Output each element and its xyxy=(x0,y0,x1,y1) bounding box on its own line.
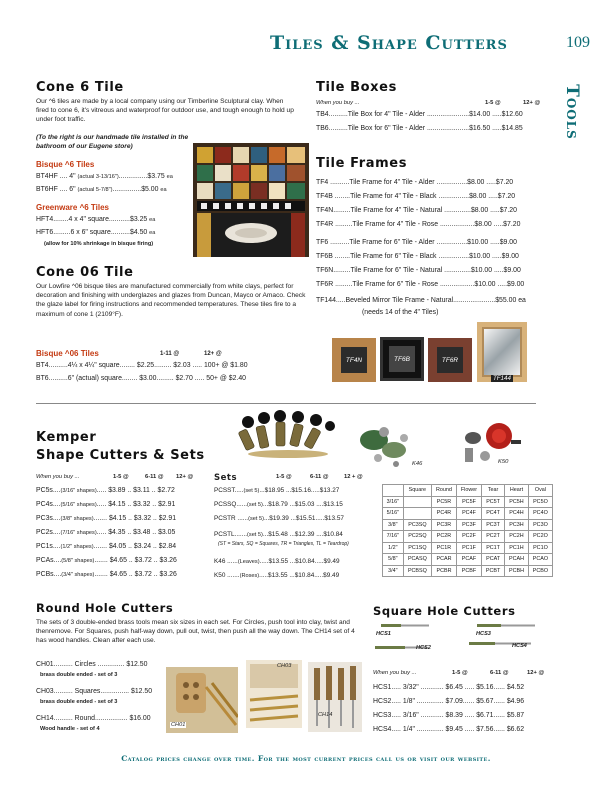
shape-cutters-photo xyxy=(232,410,344,460)
kemper-col2: 6-11 @ xyxy=(145,474,164,480)
grid-cell: PCBH xyxy=(505,565,529,577)
tile-frame-row: TF4N.........Tile Frame for 4" Tile - Natural ..............$8.00 .....$7.20 xyxy=(316,207,517,214)
k46-label: K46 xyxy=(412,461,423,467)
grid-row xyxy=(383,531,553,543)
cone06-description: Our Lowfire ^06 bisque tiles are manufactured commercially from white clays, perfect for decoration and finishing with underglazes and glazes from Duncan, Mayco or Amaco. Check the glaze label for firing instructions and recommended temperatures. These tiles fire to a maximum of cone 1 (2109°F). xyxy=(36,283,306,318)
sets-note: (ST = Stars, SQ = Squares, TR = Triangles, TL = Teardrop) xyxy=(218,541,349,547)
round-hole-title: Round Hole Cutters xyxy=(36,601,174,615)
ch03-photo xyxy=(246,660,302,728)
grid-cell: Tear xyxy=(482,485,505,497)
grid-header-row xyxy=(383,485,553,497)
grid-cell: 5/8" xyxy=(383,554,404,566)
ch14-label: CH14 xyxy=(318,712,333,718)
kemper-title: Kemper xyxy=(36,430,97,445)
grid-cell: PC5R xyxy=(432,496,457,508)
square-hole-tools-photo xyxy=(373,620,553,656)
round-hole-row: CH01.......... Circles .............. $12.50 xyxy=(36,661,148,668)
hcs1-label: HCS1 xyxy=(376,631,391,637)
round-hole-row-note: brass double ended - set of 3 xyxy=(40,672,118,678)
grid-row xyxy=(383,542,553,554)
page-number: 109 xyxy=(566,34,590,51)
grid-cell: PCAH xyxy=(505,554,529,566)
cone6-description: Our ^6 tiles are made by a local company using our Timberline Sculptural clay. When fired to cone 6, it's vitreous and waterproof for outdoor use, and tough enough to hold up under foot traffic. xyxy=(36,98,294,124)
shape-cutter-grid xyxy=(382,484,553,577)
grid-cell: 3/8" xyxy=(383,519,404,531)
square-hole-col1: 1-5 @ xyxy=(452,670,468,676)
sets-row: PCSST.....(set 5)...$18.95 ...$15.16.....$13.27 xyxy=(214,487,340,494)
sets-col2: 6-11 @ xyxy=(310,474,329,480)
sets-col1: 1-5 @ xyxy=(276,474,292,480)
tile-boxes-col2: 12+ @ xyxy=(523,100,541,106)
kemper-row: PC4s....(5/16" shapes)..... $4.15 .. $3.32 .. $2.91 xyxy=(36,501,176,508)
grid-cell: PC1H xyxy=(505,542,529,554)
grid-cell: PCAO xyxy=(528,554,552,566)
grid-cell: PCBF xyxy=(456,565,481,577)
rose-cutters-photo xyxy=(455,418,527,466)
grid-cell: PC2F xyxy=(456,531,481,543)
bisque06-col1: 1-11 @ xyxy=(160,351,180,357)
cone06-title: Cone 06 Tile xyxy=(36,265,134,280)
grid-cell: PCAF xyxy=(456,554,481,566)
ch01-label: CH01 xyxy=(171,722,186,728)
grid-row xyxy=(383,508,553,520)
tile-frame-mirror-note: (needs 14 of the 4" Tiles) xyxy=(362,309,439,316)
grid-cell: PC3F xyxy=(456,519,481,531)
kemper-row: PCAs....(5/8" shapes)....... $4.65 .. $3.72 .. $3.26 xyxy=(36,557,177,564)
grid-cell: PC3H xyxy=(505,519,529,531)
hcs2-label: HCS2 xyxy=(416,645,431,651)
kemper-row: PC3s....(3/8" shapes)....... $4.15 .. $3.32 .. $2.91 xyxy=(36,515,177,522)
k50-label: K50 xyxy=(498,459,509,465)
kemper-col3: 12+ @ xyxy=(176,474,194,480)
square-hole-row: HCS3..... 3/16" ............ $8.39 ..... $6.71...... $5.87 xyxy=(373,712,525,719)
leaf-cutters-photo xyxy=(356,420,423,468)
grid-cell: PC1SQ xyxy=(403,542,431,554)
sets-row: PCSTR ......(set 5)...$19.39 ...$15.51.....$13.57 xyxy=(214,515,344,522)
tile-frame-row: TF6B ........Tile Frame for 6" Tile - Black ................$10.00 .....$9.00 xyxy=(316,253,519,260)
grid-cell: PC1T xyxy=(482,542,505,554)
grid-cell: PC4R xyxy=(432,508,457,520)
grid-cell: PC4T xyxy=(482,508,505,520)
grid-cell: PC5F xyxy=(456,496,481,508)
round-hole-row-note: Wood handle - set of 4 xyxy=(40,726,100,732)
grid-cell: PC2SQ xyxy=(403,531,431,543)
kemper-subtitle: Shape Cutters & Sets xyxy=(36,448,205,463)
square-hole-row: HCS2..... 1/8" .............. $7.09...... $5.67...... $4.96 xyxy=(373,698,525,705)
grid-cell: PC1F xyxy=(456,542,481,554)
tile-frames-title: Tile Frames xyxy=(316,156,408,171)
grid-row xyxy=(383,519,553,531)
tile-frame-row: TF6 ..........Tile Frame for 6" Tile - Alder ................$10.00 .....$9.00 xyxy=(316,239,517,246)
tile-boxes-when: When you buy ... xyxy=(316,100,360,106)
square-hole-row: HCS4..... 1/4" .............. $9.45 ..... $7.56...... $6.62 xyxy=(373,726,525,733)
tile-box-row: TB6..........Tile Box for 6" Tile - Alder ......................$16.50 .....$14.85 xyxy=(316,125,523,132)
grid-cell: PC2T xyxy=(482,531,505,543)
tile-frame-mirror: TF144.....Beveled Mirror Tile Frame - Natural......................$55.00 ea xyxy=(316,297,526,304)
grid-cell: PCAR xyxy=(432,554,457,566)
hcs4-label: HCS4 xyxy=(512,643,527,649)
tile-frame-row: TF4B ........Tile Frame for 4" Tile - Black ................$8.00 .....$7.20 xyxy=(316,193,516,200)
square-hole-when: When you buy ... xyxy=(373,670,417,676)
grid-cell: PC5O xyxy=(528,496,552,508)
square-hole-col3: 12+ @ xyxy=(527,670,545,676)
tile-boxes-col1: 1-5 @ xyxy=(485,100,501,106)
grid-cell: Round xyxy=(432,485,457,497)
greenware6-subtitle: Greenware ^6 Tiles xyxy=(36,203,110,212)
frame-photo-tf6b: TF6B xyxy=(380,337,424,381)
sets-title: Sets xyxy=(214,473,238,483)
grid-cell: PC4F xyxy=(456,508,481,520)
cone6-title: Cone 6 Tile xyxy=(36,80,124,95)
grid-cell: PC1R xyxy=(432,542,457,554)
side-tab-label: Tools xyxy=(561,84,582,140)
round-hole-row-note: brass double ended - set of 3 xyxy=(40,699,118,705)
roses-row: K50 .......(Roses).....$13.55 ...$10.84.....$9.49 xyxy=(214,572,340,579)
sets-row: PCSSQ......(set 5)...$18.79 ...$15.03 ....$13.15 xyxy=(214,501,343,508)
grid-cell: PC5T xyxy=(482,496,505,508)
grid-cell: PC3T xyxy=(482,519,505,531)
grid-cell xyxy=(383,485,404,497)
tile-frame-row: TF4 ..........Tile Frame for 4" Tile - Alder ................$8.00 .....$7.20 xyxy=(316,179,514,186)
greenware6-row: HFT4........4 x 4" square...........$3.25 ea xyxy=(36,216,156,223)
kemper-row: PCBs....(3/4" shapes)....... $4.65 .. $3.72 .. $3.26 xyxy=(36,571,177,578)
side-tab xyxy=(561,78,588,146)
greenware6-row: HFT6.........6 x 6" square..........$4.50 ea xyxy=(36,229,156,236)
frame-photo-tf144 xyxy=(477,322,527,382)
grid-cell: PCBSQ xyxy=(403,565,431,577)
grid-cell: PCBT xyxy=(482,565,505,577)
kemper-row: PC1s....(1/2" shapes)....... $4.05 .. $3.24 .. $2.84 xyxy=(36,543,177,550)
square-hole-row: HCS1..... 3/32" ............ $6.45 ..... $5.16...... $4.52 xyxy=(373,684,525,691)
round-hole-row: CH14.......... Round................. $16.00 xyxy=(36,715,151,722)
tile-frame-row: TF6N.........Tile Frame for 6" Tile - Natural ..............$10.00 .....$9.00 xyxy=(316,267,521,274)
tile-frame-row: TF6R .........Tile Frame for 6" Tile - Rose ..................$10.00 .....$9.00 xyxy=(316,281,525,288)
footer-note: Catalog prices change over time. For the most current prices call us or visit our website. xyxy=(121,754,491,763)
frame-photo-tf6r: TF6R xyxy=(428,338,472,382)
bisque6-subtitle: Bisque ^6 Tiles xyxy=(36,160,95,169)
bathroom-tile-photo xyxy=(193,143,309,257)
greenware6-note: (allow for 10% shrinkage in bisque firing) xyxy=(44,241,154,247)
round-hole-description: The sets of 3 double-ended brass tools mean six sizes in each set. For Circles, push tool into clay, twist and thenremove. For Squares, push half-way down, pull out, twist, then push all the way down. The CH14 set of 4 has wood handles. Clean after each use. xyxy=(36,619,355,645)
section-divider xyxy=(36,403,536,404)
grid-cell: PC1O xyxy=(528,542,552,554)
sets-row: PCSTL.......(set 5)...$15.48 ...$12.39 ....$10.84 xyxy=(214,531,343,538)
grid-cell: PCBR xyxy=(432,565,457,577)
ch14-photo xyxy=(308,662,362,732)
grid-cell: PC3O xyxy=(528,519,552,531)
tile-boxes-title: Tile Boxes xyxy=(316,80,397,95)
grid-row xyxy=(383,496,553,508)
grid-row xyxy=(383,565,553,577)
grid-cell: PC4O xyxy=(528,508,552,520)
grid-cell xyxy=(403,496,431,508)
leaves-row: K46 ......(Leaves).....$13.55 ...$10.84.....$9.49 xyxy=(214,558,340,565)
kemper-row: PC5s....(3/16" shapes)..... $3.89 .. $3.11 .. $2.72 xyxy=(36,487,175,494)
grid-row xyxy=(383,554,553,566)
grid-cell: PC3SQ xyxy=(403,519,431,531)
grid-cell: PC2O xyxy=(528,531,552,543)
grid-cell: Oval xyxy=(528,485,552,497)
grid-cell: Flower xyxy=(456,485,481,497)
kemper-row: PC2s....(7/16" shapes)..... $4.35 .. $3.48 .. $3.05 xyxy=(36,529,176,536)
hcs3-label: HCS3 xyxy=(476,631,491,637)
square-hole-title: Square Hole Cutters xyxy=(373,604,516,618)
round-hole-row: CH03.......... Squares............... $12.50 xyxy=(36,688,153,695)
bisque06-row: BT4..........4¼ x 4¼" square........ $2.25......... $2.03 ..... 100+ @ $1.80 xyxy=(36,362,248,369)
grid-cell: 5/16" xyxy=(383,508,404,520)
grid-cell xyxy=(403,508,431,520)
tile-frame-row: TF4R .........Tile Frame for 4" Tile - Rose ..................$8.00 .....$7.20 xyxy=(316,221,521,228)
bisque6-row: BT6HF .... 6" (actual 5-7/8")...............$5.00 ea xyxy=(36,186,167,193)
kemper-when: When you buy ... xyxy=(36,474,80,480)
ch03-label: CH03 xyxy=(277,663,292,669)
grid-cell: PCASQ xyxy=(403,554,431,566)
square-hole-col2: 6-11 @ xyxy=(490,670,509,676)
bisque06-subtitle: Bisque ^06 Tiles xyxy=(36,349,99,358)
grid-cell: 7/16" xyxy=(383,531,404,543)
tile-box-row: TB4..........Tile Box for 4" Tile - Alder ......................$14.00 .....$12.60 xyxy=(316,111,523,118)
page-title: Tiles & Shape Cutters xyxy=(270,32,508,54)
grid-cell: 3/4" xyxy=(383,565,404,577)
frame-photo-tf144-label: TF144 xyxy=(493,375,511,382)
kemper-col1: 1-5 @ xyxy=(113,474,129,480)
grid-cell: PC4H xyxy=(505,508,529,520)
grid-cell: PC2H xyxy=(505,531,529,543)
grid-cell: PC2R xyxy=(432,531,457,543)
bisque06-col2: 12+ @ xyxy=(204,351,222,357)
grid-cell: Square xyxy=(403,485,431,497)
frame-photo-tf4n: TF4N xyxy=(332,338,376,382)
cone6-note: (To the right is our handmade tile installed in the bathroom of our Eugene store) xyxy=(36,134,189,151)
bisque6-row: BT4HF .... 4" (actual 3-13/16")...............$3.75 ea xyxy=(36,173,173,180)
grid-cell: PC3R xyxy=(432,519,457,531)
bisque06-row: BT6..........6" (actual) square........ $3.00......... $2.70 ..... 50+ @ $2.40 xyxy=(36,375,247,382)
grid-cell: 1/2" xyxy=(383,542,404,554)
grid-cell: PC5H xyxy=(505,496,529,508)
grid-cell: PCAT xyxy=(482,554,505,566)
grid-cell: Heart xyxy=(505,485,529,497)
sets-col3: 12 + @ xyxy=(344,474,363,480)
grid-cell: 3/16" xyxy=(383,496,404,508)
grid-cell: PCBO xyxy=(528,565,552,577)
